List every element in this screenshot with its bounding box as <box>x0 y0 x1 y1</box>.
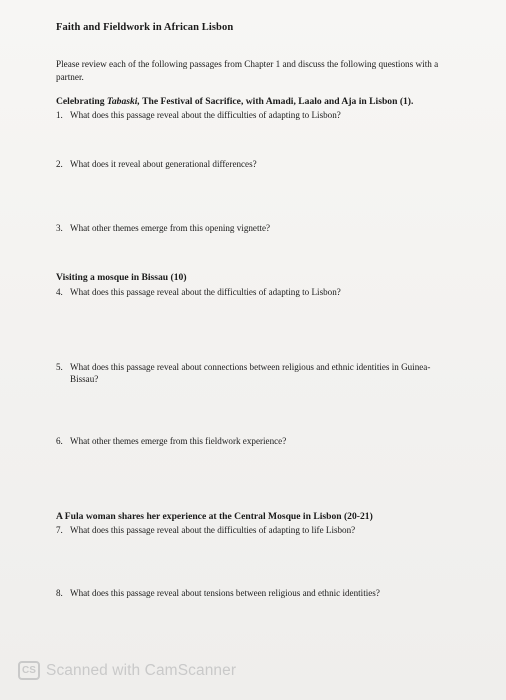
question-text: What does this passage reveal about tensions between religious and ethnic identities? <box>70 588 380 598</box>
section-title-tabaski: Celebrating Tabaski, The Festival of Sacrifice, with Amadi, Laalo and Aja in Lisbon (1). <box>56 96 414 107</box>
camscanner-logo-icon: CS <box>18 661 40 680</box>
question-text: What does this passage reveal about connections between religious and ethnic identities in Guinea-Bissau? <box>70 362 431 385</box>
question-number: 1. <box>56 110 63 120</box>
question-item <box>56 286 451 298</box>
question-number: 5. <box>56 362 63 372</box>
document-title: Faith and Fieldwork in African Lisbon <box>56 22 234 33</box>
question-number: 6. <box>56 436 63 446</box>
question-item <box>56 158 451 170</box>
question-text: What does it reveal about generational differences? <box>70 159 257 169</box>
question-item <box>56 435 451 447</box>
intro-paragraph: Please review each of the following passages from Chapter 1 and discuss the following questions with a partner. <box>56 59 439 82</box>
question-text: What other themes emerge from this fieldwork experience? <box>70 436 287 446</box>
question-text: What other themes emerge from this opening vignette? <box>70 223 271 233</box>
question-number: 7. <box>56 525 63 535</box>
watermark-text: Scanned with CamScanner <box>46 661 237 679</box>
question-number: 8. <box>56 588 63 598</box>
question-item <box>56 109 451 121</box>
question-number: 2. <box>56 159 63 169</box>
question-text: What does this passage reveal about the difficulties of adapting to life Lisbon? <box>70 525 356 535</box>
section-title-bissau: Visiting a mosque in Bissau (10) <box>56 272 187 283</box>
question-number: 3. <box>56 223 63 233</box>
question-text: What does this passage reveal about the difficulties of adapting to Lisbon? <box>70 287 341 297</box>
question-item <box>56 524 451 536</box>
section-title-fula-woman: A Fula woman shares her experience at the Central Mosque in Lisbon (20-21) <box>56 511 373 522</box>
question-number: 4. <box>56 287 63 297</box>
camscanner-watermark <box>18 661 236 680</box>
question-item <box>56 222 451 234</box>
question-item <box>56 587 451 599</box>
question-item <box>56 361 451 385</box>
question-text: What does this passage reveal about the difficulties of adapting to Lisbon? <box>70 110 341 120</box>
